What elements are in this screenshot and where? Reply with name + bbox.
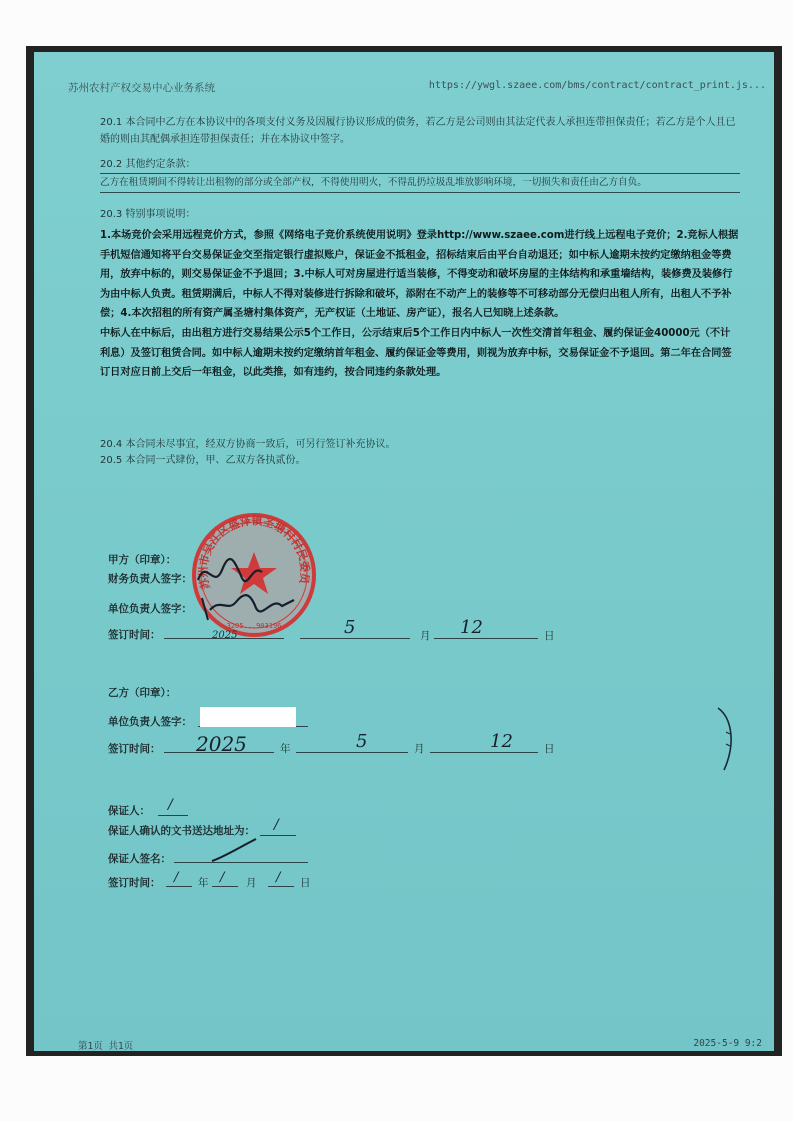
guarantor-sign-time-label: 签订时间： — [108, 877, 161, 889]
guarantor-year-unit: 年 — [198, 877, 209, 889]
party-b-year-value: 2025 — [196, 732, 247, 756]
guarantor-month: / — [220, 870, 225, 885]
guarantor-year: / — [174, 870, 179, 885]
guarantor-address-value: / — [274, 817, 279, 833]
special-terms-block — [100, 226, 740, 383]
guarantor-day: / — [276, 870, 281, 885]
clause-20-4: 20.4 本合同未尽事宜，经双方协商一致后，可另行签订补充协议。 — [100, 439, 396, 450]
guarantor-month-unit: 月 — [246, 877, 257, 889]
print-timestamp: 2025-5-9 9:2 — [693, 1038, 762, 1049]
margin-scribble-icon — [714, 704, 740, 774]
contract-sheet — [34, 52, 774, 1051]
party-b-day-line — [430, 752, 538, 753]
guarantor-day-line — [268, 886, 294, 887]
guarantor-value: / — [168, 797, 173, 813]
clause-20-2-body: 乙方在租赁期间不得转让出租物的部分或全部产权，不得使用明火，不得乱扔垃圾乱堆放影响环境，一切损失和责任由乙方自负。 — [100, 177, 647, 188]
guarantor-day-unit: 日 — [300, 877, 311, 889]
handwritten-signature-icon — [190, 550, 310, 630]
guarantor-address-line — [260, 835, 296, 836]
party-a-month-value: 5 — [344, 617, 356, 638]
party-b-year-unit: 年 — [280, 743, 291, 755]
clause-20-2-title: 20.2 其他约定条款： — [100, 159, 196, 170]
party-a-day-line — [434, 638, 538, 639]
guarantor-address-label: 保证人确认的文书送达地址为： — [108, 825, 255, 837]
party-a-label: 甲方（印章）： — [108, 554, 177, 566]
guarantor-slash-mark — [210, 837, 260, 867]
seal-number: 3205...903196 — [226, 622, 282, 630]
print-url: https://ywgl.szaee.com/bms/contract/contract_print.js... — [428, 80, 766, 91]
slash-stroke-icon — [210, 837, 260, 863]
party-a-year-value: 2025 — [212, 630, 238, 641]
party-b-label: 乙方（印章）： — [108, 687, 177, 699]
clause-20-5: 20.5 本合同一式肆份，甲、乙双方各执贰份。 — [100, 455, 306, 466]
clause-20-3-title: 20.3 特别事项说明： — [100, 209, 196, 220]
party-b-month-value: 5 — [356, 731, 368, 752]
party-b-sign-time-label: 签订时间： — [108, 743, 161, 755]
party-b-unit-signer-label: 单位负责人签字： — [108, 716, 192, 728]
party-a-signature — [190, 550, 310, 630]
party-a-finance-signer-label: 财务负责人签字： — [108, 573, 192, 585]
party-a-unit-signer-label: 单位负责人签字： — [108, 603, 192, 615]
guarantor-line — [158, 815, 188, 816]
guarantor-month-line — [212, 886, 238, 887]
guarantor-sign-label: 保证人签名： — [108, 853, 171, 865]
page-number: 第1页 共1页 — [78, 1041, 134, 1052]
party-b-day-unit: 日 — [544, 743, 555, 755]
party-a-day-value: 12 — [460, 617, 483, 638]
divider-line — [100, 192, 740, 193]
party-a-day-unit: 日 — [544, 630, 555, 642]
party-b-month-unit: 月 — [414, 743, 425, 755]
guarantor-year-line — [166, 886, 192, 887]
party-a-month-unit: 月 — [420, 630, 431, 642]
system-title: 苏州农村产权交易中心业务系统 — [68, 82, 215, 94]
guarantor-label: 保证人： — [108, 805, 150, 817]
party-b-day-value: 12 — [490, 731, 513, 752]
party-b-month-line — [296, 752, 408, 753]
special-terms-para-1: 1.本场竞价会采用远程竞价方式，参照《网络电子竞价系统使用说明》登录http://www.szaee.com进行线上远程电子竞价；2.竞标人根据手机短信通知将平台交易保证金交至指定银行虚拟账户，保证金不抵租金，招标结束后由平台自动退还；如中标人逾期未按约定缴纳租金等费用，放弃中标的，则交易保证金不予退回；3.中标人可对房屋进行适当装修，不得变动和破坏房屋的主体结构和承重墙结构，装修费及装修行为由中标人负责。租赁期满后，中标人不得对装修进行拆除和破坏，添附在不动产上的装修等不可移动部分无偿归出租人所有，出租人不予补偿；4.本次招租的所有资产属圣塘村集体资产，无产权证（土地证、房产证），报名人已知晓上述条款。 — [100, 230, 739, 320]
special-terms-para-2: 中标人在中标后，由出租方进行交易结果公示5个工作日，公示结束后5个工作日内中标人一次性交清首年租金、履约保证金40000元（不计利息）及签订租赁合同。如中标人逾期未按约定缴纳首年租金、履约保证金等费用，则视为放弃中标，交易保证金不予退回。第二年在合同签订日对应日前上交后一年租金，以此类推，如有违约，按合同违约条款处理。 — [100, 327, 732, 379]
seal-text: 苏州市吴江区盛泽镇圣塘村村民委员 — [196, 514, 312, 591]
margin-pen-mark — [714, 704, 740, 778]
clause-20-1: 20.1 本合同中乙方在本协议中的各项支付义务及因履行协议形成的债务，若乙方是公司则由其法定代表人承担连带担保责任；若乙方是个人且已婚的则由其配偶承担连带担保责任；并在本协议中签字。 — [100, 117, 736, 145]
redaction-box — [200, 707, 296, 727]
party-a-month-line — [300, 638, 410, 639]
party-a-sign-time-label: 签订时间： — [108, 629, 161, 641]
